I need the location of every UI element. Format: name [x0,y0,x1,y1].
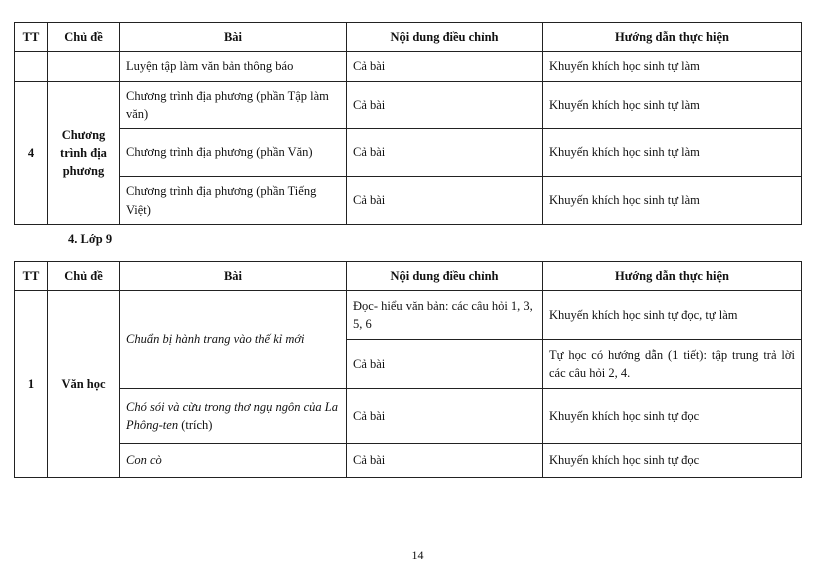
cell-bai: Con cò [120,444,347,478]
table-row [15,52,802,82]
cell-huong-dan: Tự học có hướng dẫn (1 tiết): tập trung trả lời các câu hỏi 2, 4. [543,340,802,389]
cell-huong-dan: Khuyến khích học sinh tự đọc, tự làm [543,291,802,340]
section-title: 4. Lớp 9 [68,232,113,246]
cell-bai: Chuẩn bị hành trang vào thế kỉ mới [120,291,347,389]
cell-tt: 4 [15,82,48,225]
header-huong-dan: Hướng dẫn thực hiện [543,262,802,291]
curriculum-table-grade-9 [14,261,802,478]
header-tt: TT [15,23,48,52]
table-header-row [15,23,802,52]
cell-huong-dan: Khuyến khích học sinh tự làm [543,129,802,177]
lesson-title: Chó sói và cừu trong thơ ngụ ngôn của La Phông-ten [126,399,338,432]
curriculum-table-grade-8 [14,22,802,225]
table-row [15,129,802,177]
table-row [15,389,802,444]
cell-noi-dung: Đọc- hiểu văn bản: các câu hỏi 1, 3, 5, 6 [347,291,543,340]
table-row [15,291,802,340]
cell-noi-dung: Cả bài [347,52,543,82]
cell-bai: Chương trình địa phương (phần Tiếng Việt) [120,177,347,225]
cell-noi-dung: Cả bài [347,389,543,444]
table-row [15,444,802,478]
table-header-row [15,262,802,291]
table-row [15,82,802,129]
header-noi-dung: Nội dung điều chỉnh [347,262,543,291]
cell-noi-dung: Cả bài [347,444,543,478]
table-row [15,177,802,225]
cell-bai: Luyện tập làm văn bản thông báo [120,52,347,82]
header-bai: Bài [120,262,347,291]
cell-chu-de: Văn học [48,291,120,478]
cell-chu-de [48,52,120,82]
cell-noi-dung: Cả bài [347,82,543,129]
cell-bai: Chương trình địa phương (phần Văn) [120,129,347,177]
cell-bai [120,389,347,444]
header-chu-de: Chủ đề [48,262,120,291]
cell-noi-dung: Cả bài [347,129,543,177]
cell-tt: 1 [15,291,48,478]
cell-noi-dung: Cả bài [347,177,543,225]
header-bai: Bài [120,23,347,52]
header-huong-dan: Hướng dẫn thực hiện [543,23,802,52]
cell-tt [15,52,48,82]
lesson-suffix: (trích) [178,418,213,432]
cell-bai: Chương trình địa phương (phần Tập làm văn) [120,82,347,129]
cell-huong-dan: Khuyến khích học sinh tự đọc [543,444,802,478]
cell-huong-dan: Khuyến khích học sinh tự làm [543,52,802,82]
cell-chu-de: Chương trình địa phương [48,82,120,225]
page-number: 14 [411,548,424,562]
cell-huong-dan: Khuyến khích học sinh tự làm [543,82,802,129]
header-chu-de: Chủ đề [48,23,120,52]
cell-huong-dan: Khuyến khích học sinh tự đọc [543,389,802,444]
header-tt: TT [15,262,48,291]
cell-huong-dan: Khuyến khích học sinh tự làm [543,177,802,225]
cell-noi-dung: Cả bài [347,340,543,389]
header-noi-dung: Nội dung điều chỉnh [347,23,543,52]
